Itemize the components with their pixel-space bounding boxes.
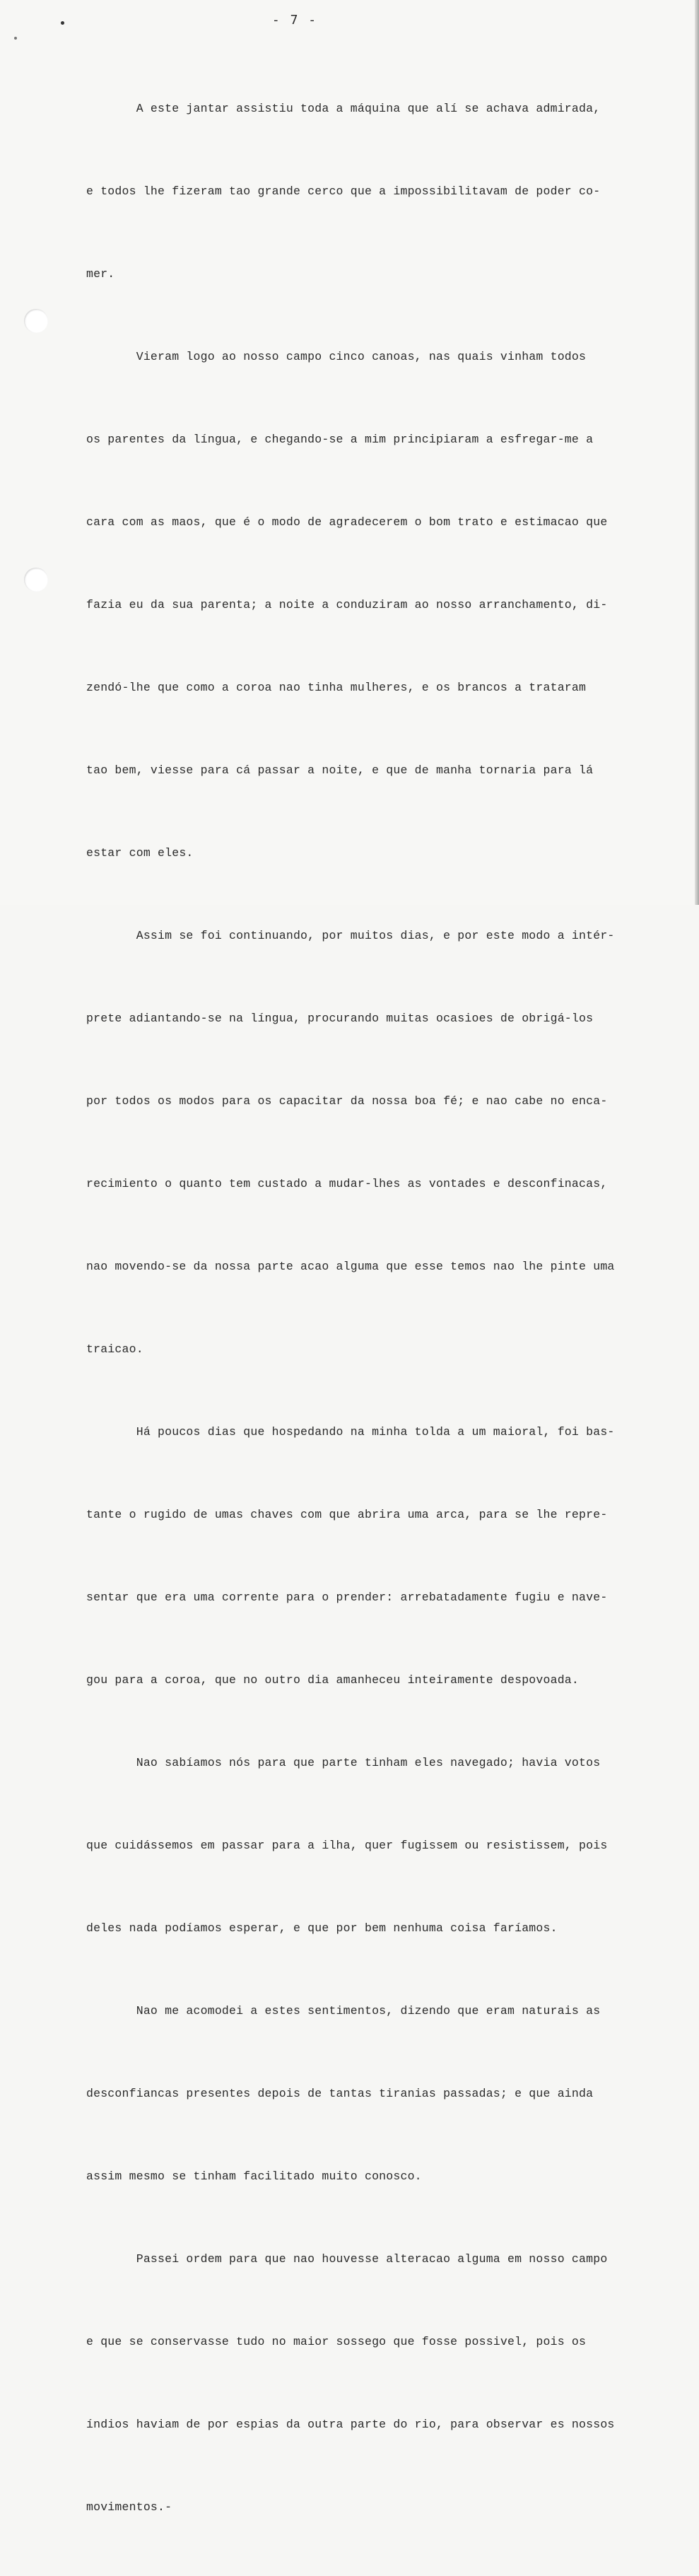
punch-hole-top [24,309,48,333]
text-line: tante o rugido de umas chaves com que abrira uma arca, para se lhe repre- [86,1508,608,1521]
text-line: e todos lhe fizeram tao grande cerco que a impossibilitavam de poder co- [86,185,601,198]
text-line: gou para a coroa, que no outro dia amanheceu inteiramente despovoada. [86,1673,580,1687]
text-line: nao movendo-se da nossa parte acao alguma que esse temos nao lhe pinte uma [86,1260,615,1273]
text-line: Nao me acomodei a estes sentimentos, dizendo que eram naturais as [86,2004,601,2018]
text-line: e que se conservasse tudo no maior sossego que fosse possivel, pois os [86,2335,587,2348]
text-line: os parentes da língua, e chegando-se a mim principiaram a esfregar-me a [86,433,594,446]
text-line: A este jantar assistiu toda a máquina que alí se achava admirada, [86,102,601,115]
text-line: deles nada podíamos esperar, e que por bem nenhuma coisa faríamos. [86,1921,558,1935]
text-line: Assim se foi continuando, por muitos dias, e por este modo a intér- [86,929,615,942]
text-line: fazia eu da sua parenta; a noite a conduziram ao nosso arranchamento, di- [86,598,608,611]
text-line: estar com eles. [86,846,194,860]
punch-hole-bottom [24,568,48,592]
text-line: movimentos.- [86,2500,172,2514]
text-line: que cuidássemos em passar para a ilha, quer fugissem ou resistissem, pois [86,1839,608,1852]
text-line: sentar que era uma corrente para o prender: arrebatadamente fugiu e nave- [86,1591,608,1604]
typed-text-body [86,40,695,2576]
text-line: mer. [86,267,115,281]
ink-speck [14,37,17,40]
text-line: Nao sabíamos nós para que parte tinham eles navegado; havia votos [86,1756,601,1769]
text-line: assim mesmo se tinham facilitado muito conosco. [86,2170,422,2183]
text-line: Vieram logo ao nosso campo cinco canoas, nas quais vinham todos [86,350,587,363]
text-line: recimiento o quanto tem custado a mudar-lhes as vontades e desconfinacas, [86,1177,608,1190]
text-line: Há poucos dias que hospedando na minha tolda a um maioral, foi bas- [86,1425,615,1439]
text-line: zendó-lhe que como a coroa nao tinha mulheres, e os brancos a trataram [86,681,587,694]
text-line: desconfiancas presentes depois de tantas tiranias passadas; e que ainda [86,2087,594,2100]
text-line: por todos os modos para os capacitar da nossa boa fé; e nao cabe no enca- [86,1094,608,1108]
text-line: Passei ordem para que nao houvesse alteracao alguma em nosso campo [86,2252,608,2266]
text-line: tao bem, viesse para cá passar a noite, e que de manha tornaria para lá [86,763,594,777]
text-line: prete adiantando-se na língua, procurando muitas ocasioes de obrigá-los [86,1012,594,1025]
text-line: cara com as maos, que é o modo de agradecerem o bom trato e estimacao que [86,515,608,529]
text-line: traicao. [86,1342,143,1356]
text-line: índios haviam de por espias da outra parte do rio, para observar es nossos [86,2418,615,2431]
page-number: - 7 - [271,13,318,28]
